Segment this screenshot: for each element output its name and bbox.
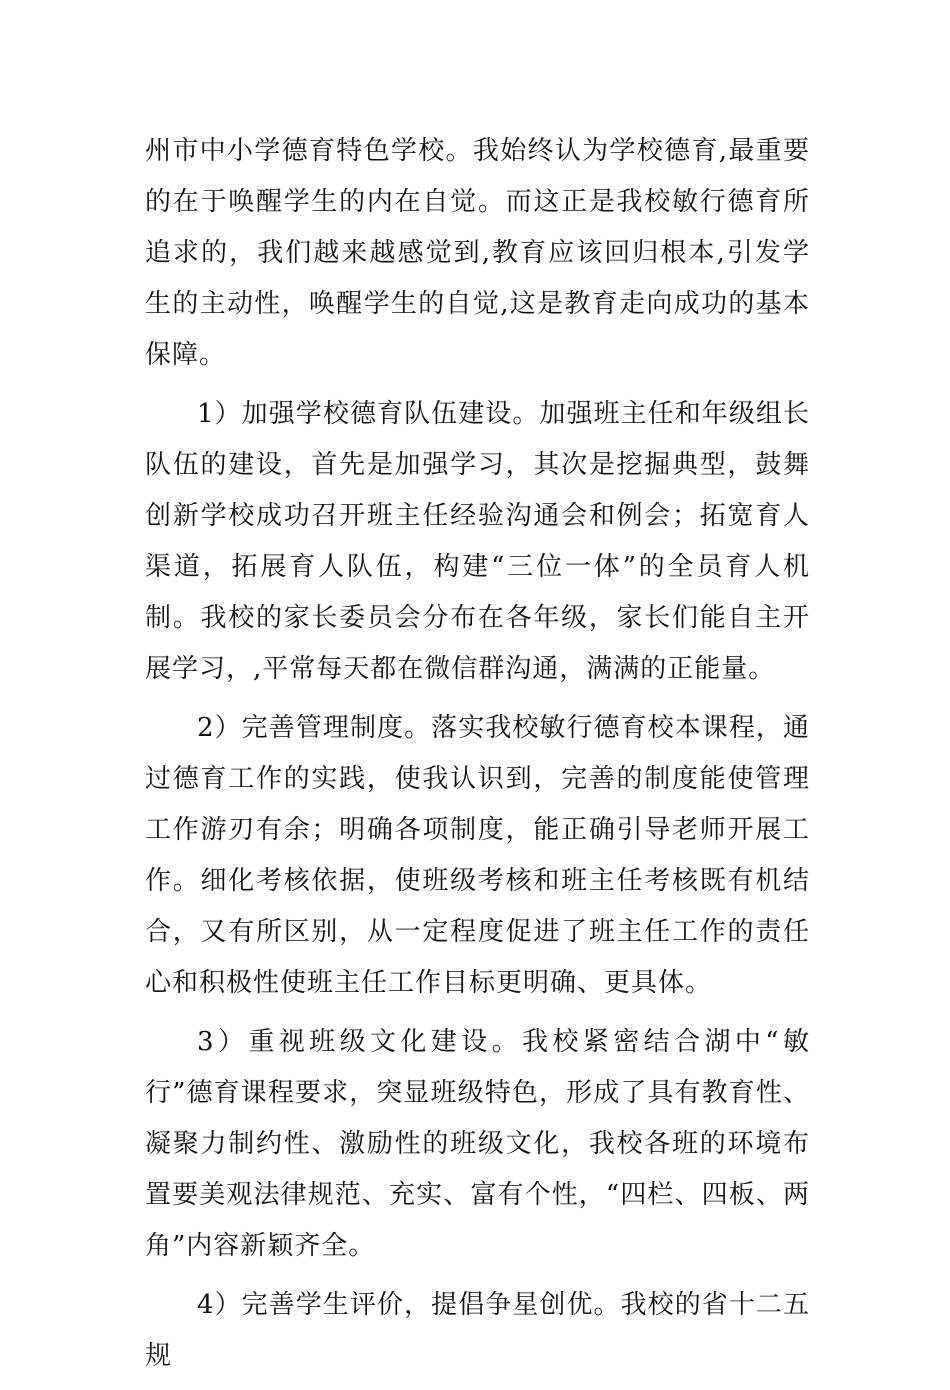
document-body xyxy=(145,126,810,1390)
paragraph-student-evaluation: 4）完善学生评价，提倡争星创优。我校的省十二五规 xyxy=(145,1290,810,1371)
paragraph-class-culture: 3）重视班级文化建设。我校紧密结合湖中“敏行”德育课程要求，突显班级特色，形成了具有教育性、凝聚力制约性、激励性的班级文化，我校各班的环境布置要美观法律规范、充实、富有个性，“四栏、四板、两角”内容新颖齐全。 xyxy=(145,1027,810,1261)
paragraph-management-system: 2）完善管理制度。落实我校敏行德育校本课程，通过德育工作的实践，使我认识到，完善的制度能使管理工作游刃有余；明确各项制度，能正确引导老师开展工作。细化考核依据，使班级考核和班主任考核既有机结合，又有所区别，从一定程度促进了班主任工作的责任心和积极性使班主任工作目标更明确、更具体。 xyxy=(145,713,810,998)
paragraph-continuation: 州市中小学德育特色学校。我始终认为学校德育,最重要的在于唤醒学生的内在自觉。而这正是我校敏行德育所追求的，我们越来越感觉到,教育应该回归根本,引发学生的主动性，唤醒学生的自觉,这是教育走向成功的基本保障。 xyxy=(145,136,810,370)
paragraph-teacher-team: 1）加强学校德育队伍建设。加强班主任和年级组长队伍的建设，首先是加强学习，其次是挖掘典型，鼓舞创新学校成功召开班主任经验沟通会和例会；拓宽育人渠道，拓展育人队伍，构建“三位一体”的全员育人机制。我校的家长委员会分布在各年级，家长们能自主开展学习，,平常每天都在微信群沟通，满满的正能量。 xyxy=(145,399,810,684)
